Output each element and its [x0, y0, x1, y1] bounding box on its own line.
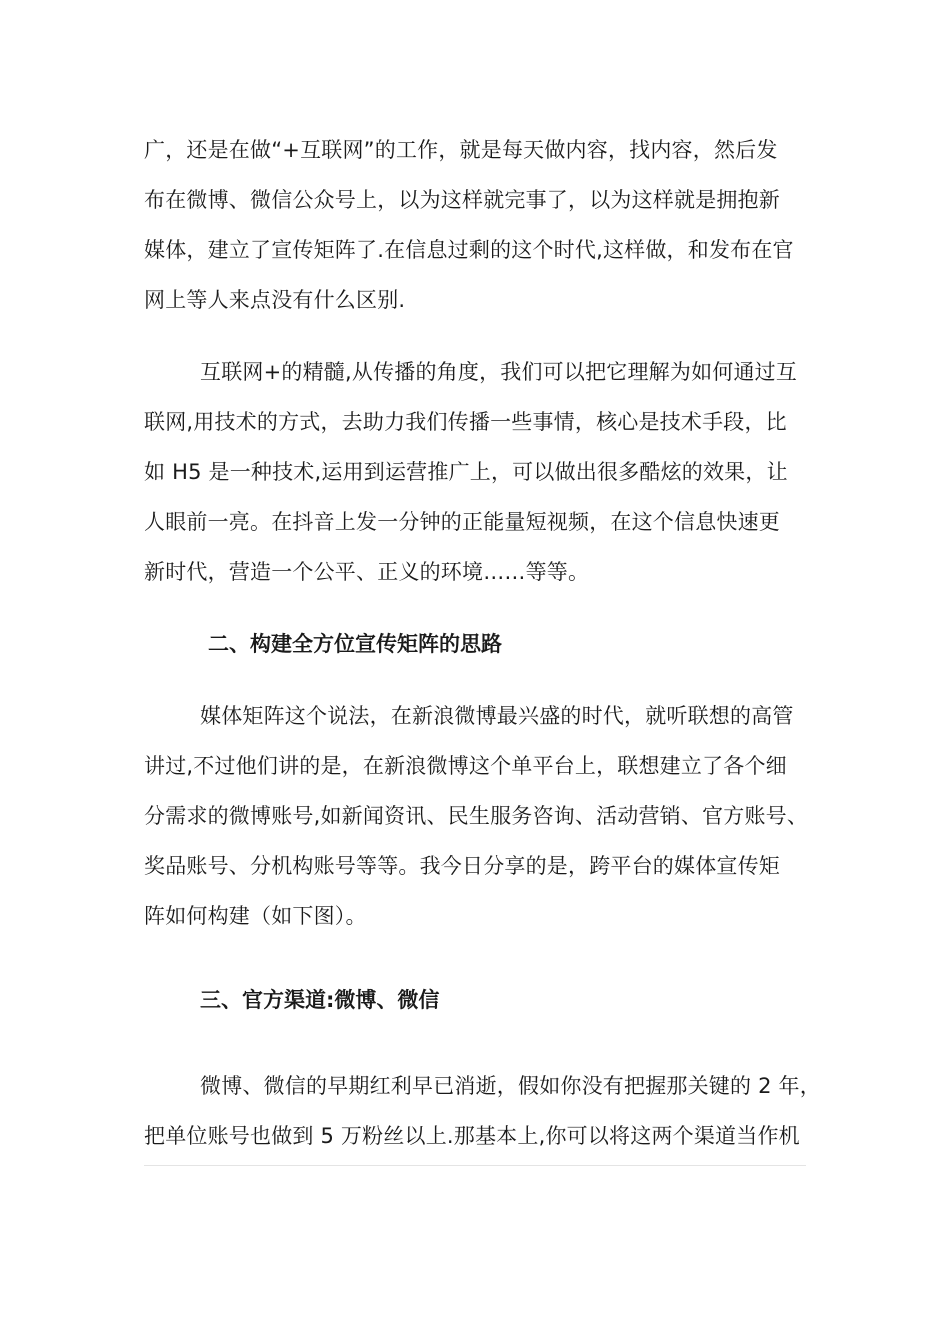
paragraph-line: 分需求的微博账号,如新闻资讯、民生服务咨询、活动营销、官方账号、: [144, 804, 809, 828]
paragraph-line: 把单位账号也做到 5 万粉丝以上.那基本上,你可以将这两个渠道当作机: [144, 1124, 800, 1148]
paragraph-line: 奖品账号、分机构账号等等。我今日分享的是，跨平台的媒体宣传矩: [144, 854, 780, 878]
paragraph-line: 媒体矩阵这个说法，在新浪微博最兴盛的时代，就听联想的高管: [200, 704, 794, 728]
section-heading: 二、构建全方位宣传矩阵的思路: [208, 632, 502, 656]
page-divider: [144, 1165, 806, 1166]
paragraph-line: 联网,用技术的方式，去助力我们传播一些事情，核心是技术手段，比: [144, 410, 787, 434]
paragraph-line: 阵如何构建（如下图）。: [144, 904, 367, 928]
paragraph-line: 互联网+的精髓,从传播的角度，我们可以把它理解为如何通过互: [200, 360, 798, 384]
paragraph-line: 讲过,不过他们讲的是，在新浪微博这个单平台上，联想建立了各个细: [144, 754, 787, 778]
section-heading: 三、官方渠道:微博、微信: [200, 988, 440, 1012]
paragraph-line: 媒体，建立了宣传矩阵了.在信息过剩的这个时代,这样做，和发布在官: [144, 238, 794, 262]
paragraph-line: 如 H5 是一种技术,运用到运营推广上，可以做出很多酷炫的效果，让: [144, 460, 788, 484]
paragraph-line: 微博、微信的早期红利早已消逝，假如你没有把握那关键的 2 年，: [200, 1074, 821, 1098]
paragraph-line: 网上等人来点没有什么区别.: [144, 288, 406, 312]
paragraph-line: 广，还是在做“+互联网”的工作，就是每天做内容，找内容，然后发: [144, 138, 778, 162]
paragraph-line: 新时代，营造一个公平、正义的环境……等等。: [144, 560, 590, 584]
paragraph-line: 布在微博、微信公众号上，以为这样就完事了，以为这样就是拥抱新: [144, 188, 780, 212]
paragraph-line: 人眼前一亮。在抖音上发一分钟的正能量短视频，在这个信息快速更: [144, 510, 780, 534]
